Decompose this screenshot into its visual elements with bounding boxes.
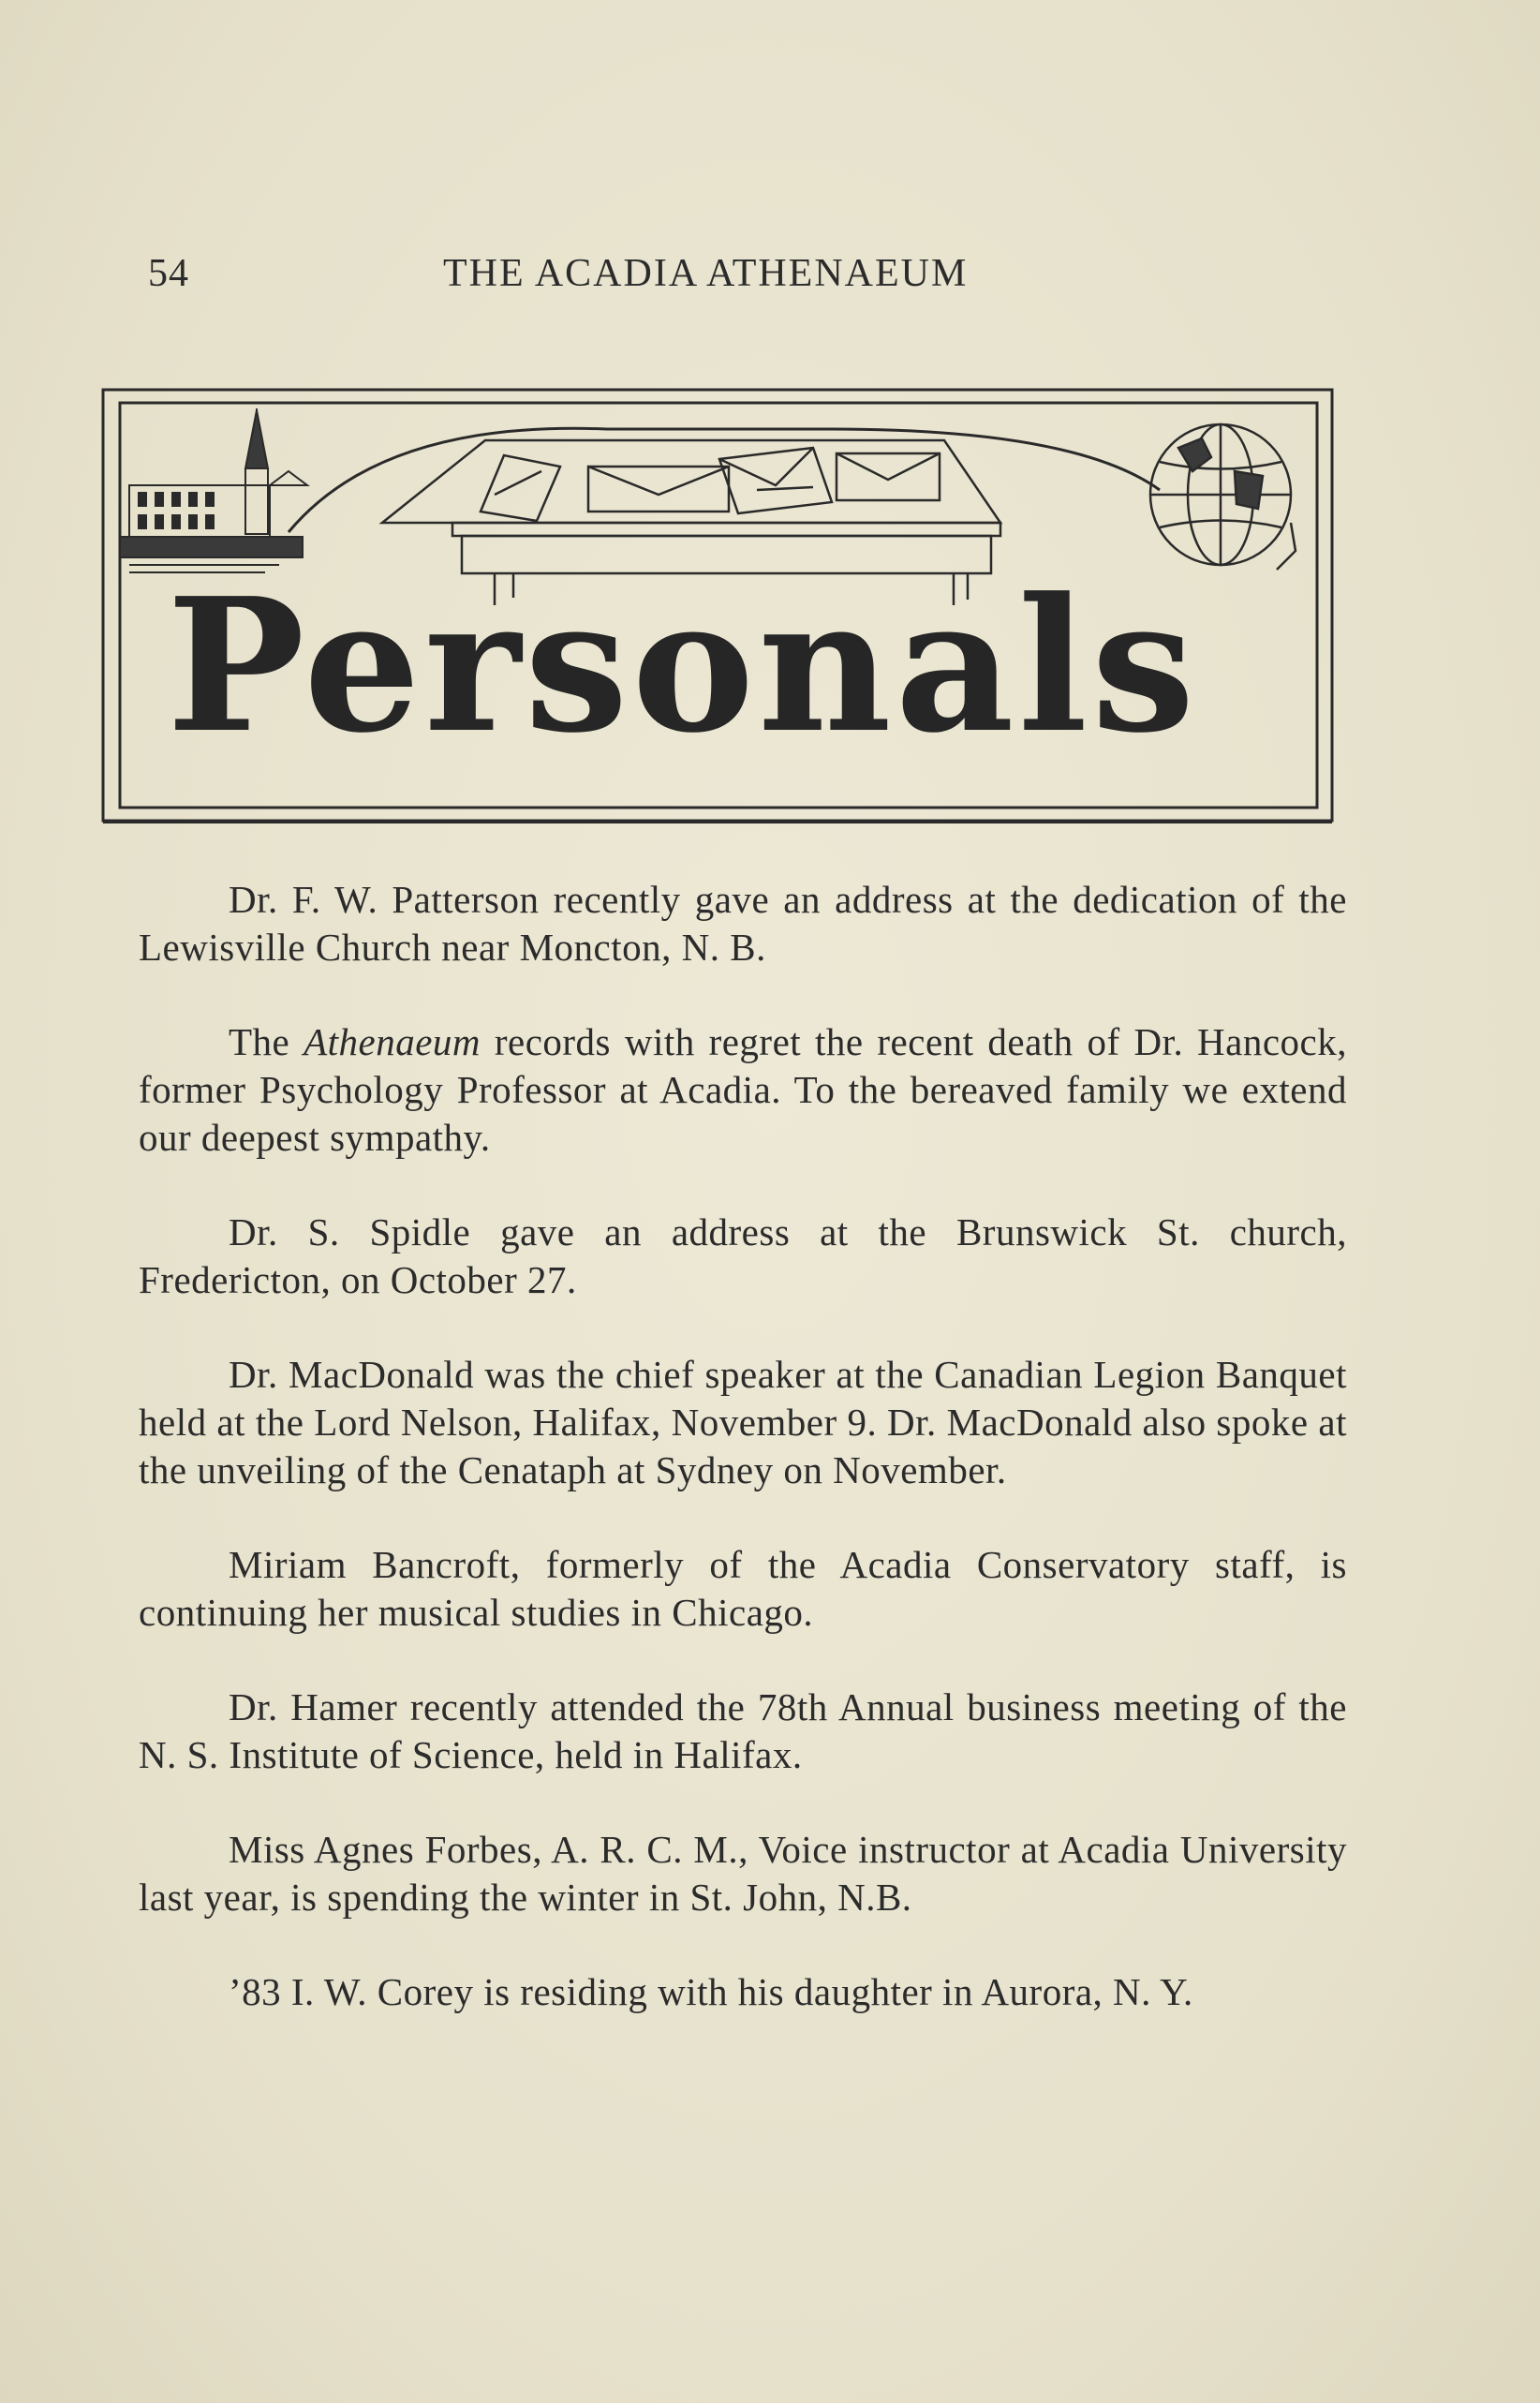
paragraph-hamer: Dr. Hamer recently attended the 78th Annual business meeting of the N. S. Institute of Science, held in Halifax. xyxy=(139,1685,1347,1776)
paragraph-patterson: Dr. F. W. Patterson recently gave an address at the dedication of the Lewisville Church near Moncton, N. B. xyxy=(139,878,1347,969)
article-body xyxy=(139,876,1347,2063)
paragraph-forbes: Miss Agnes Forbes, A. R. C. M., Voice instructor at Acadia University last year, is spending the winter in St. John, N.B. xyxy=(139,1828,1347,1919)
paragraph-hancock-text: records with regret the recent death of Dr. Hancock, former Psychology Professor at Acadia. To the bereaved family we extend our deepest sympathy. xyxy=(139,1020,1347,1159)
church-building-icon xyxy=(120,408,307,572)
banner-title: Personals xyxy=(167,558,1199,774)
page-number: 54 xyxy=(148,252,189,295)
paragraph-corey: ’83 I. W. Corey is residing with his daughter in Aurora, N. Y. xyxy=(229,1970,1193,2013)
paragraph-spidle: Dr. S. Spidle gave an address at the Brunswick St. church, Fredericton, on October 27. xyxy=(139,1210,1347,1301)
paragraph-hancock-prefix: The xyxy=(229,1020,304,1063)
athenaeum-title: Athenaeum xyxy=(304,1020,481,1063)
paragraph-macdonald: Dr. MacDonald was the chief speaker at the Canadian Legion Banquet held at the Lord Nelson, Halifax, November 9. Dr. MacDonald also spoke at the unveiling of the Cenataph at Sydney on November. xyxy=(139,1353,1347,1491)
paragraph-bancroft: Miriam Bancroft, formerly of the Acadia Conservatory staff, is continuing her musical studies in Chicago. xyxy=(139,1543,1347,1634)
globe-icon xyxy=(1150,424,1296,570)
personals-banner xyxy=(101,382,1338,824)
paragraph-hancock xyxy=(139,1018,1347,1162)
page-header xyxy=(148,251,1085,307)
running-title: THE ACADIA ATHENAEUM xyxy=(443,252,969,295)
